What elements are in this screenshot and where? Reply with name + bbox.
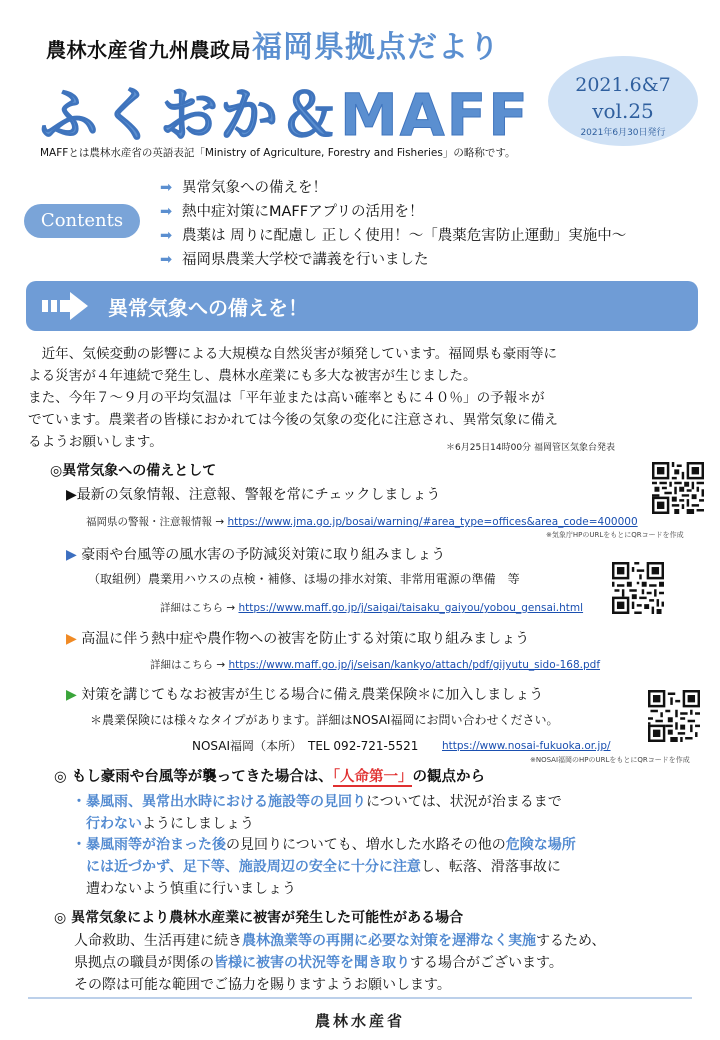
prep-item-text: 豪雨や台風等の風水害の予防減災対策に取り組みましょう (81, 547, 446, 563)
storm-b2-text: の見回りについても、増水した水路その他の (226, 837, 506, 853)
qr-code-icon[interactable] (652, 462, 704, 514)
prep-item (66, 684, 543, 704)
storm-b2-emph2: 危険な場所 (505, 837, 576, 853)
prep-item (66, 544, 445, 564)
maff-heat-link[interactable]: https://www.maff.go.jp/j/seisan/kankyo/attach/pdf/gijyutu_sido-168.pdf (228, 659, 601, 671)
intro-line: また、今年７～９月の平均気温は「平年並または高い確率ともに４０％」の予報＊が (28, 390, 545, 406)
storm-b1-emph: ・暴風雨、異常出水時における施設等の見回り (72, 794, 366, 810)
publish-date: 2021年6月30日発行 (580, 128, 666, 138)
storm-b2-text2: し、転落、滑落事故に (420, 859, 561, 875)
contents-item-label: 異常気象への備えを！ (182, 180, 327, 196)
arrow-icon: ➡ (160, 252, 173, 268)
arrow-icon: ➡ (160, 180, 173, 196)
prep-item-text: 高温に伴う熱中症や農作物への被害を防止する対策に取り組みましょう (81, 631, 530, 647)
prep-heading: ◎異常気象への備えとして (50, 463, 217, 479)
contents-item[interactable] (160, 248, 626, 272)
storm-b2-emph3: には近づかず、足下等、施設周辺の安全に十分に注意 (86, 859, 421, 875)
intro-line: よる災害が４年連続で発生し、農林水産業にも多大な被害が生じました。 (28, 368, 477, 384)
triangle-bullet-icon: ▶ (66, 547, 77, 563)
prep-item-sub (150, 657, 600, 672)
storm-tail: の観点から (412, 769, 485, 785)
maff-note: MAFFとは農林水産省の英語表記「Ministry of Agriculture, Forestry and Fisheries」の略称です。 (40, 147, 516, 159)
forecast-note: ＊6月25日14時00分 福岡管区気象台発表 (446, 443, 615, 453)
footer-divider (28, 997, 692, 999)
intro-line: るようお願いします。 (28, 434, 163, 450)
issue-badge (548, 56, 698, 146)
contents-label: Contents (24, 204, 140, 238)
prep-item (66, 484, 440, 504)
arrow-icon: ➡ (160, 204, 173, 220)
storm-lead: ◎ もし豪雨や台風等が襲ってきた場合は、 (54, 769, 333, 785)
insurance-note: ＊農業保険には様々なタイプがあります。詳細はNOSAI福岡にお問い合わせください。 (90, 713, 559, 727)
contents-item-label: 農薬は 周りに配慮し 正しく使用！～「農薬危害防止運動」実施中～ (182, 228, 627, 244)
triangle-bullet-icon: ▶ (66, 687, 77, 703)
storm-b2-text3: 遭わないよう慎重に行いましょう (86, 881, 296, 897)
storm-bullet-1 (72, 791, 562, 835)
contents-item-label: 熱中症対策にMAFFアプリの活用を！ (182, 204, 424, 220)
qr-note: ※NOSAI福岡のHPのURLをもとにQRコードを作成 (530, 756, 690, 764)
intro-paragraph (28, 343, 692, 453)
contents-item-label: 福岡県農業大学校で講義を行いました (182, 252, 429, 268)
newsletter-title: ふくおか＆MAFF (40, 81, 530, 149)
section-banner (26, 281, 698, 331)
damage-l2c: する場合がございます。 (410, 955, 563, 971)
contents-list (160, 176, 626, 272)
storm-bullet-2 (72, 834, 576, 900)
newsletter-subtitle: 福岡県拠点だより (252, 30, 500, 65)
contents-item[interactable] (160, 224, 626, 248)
arrow-icon: ➡ (160, 228, 173, 244)
maff-disaster-link[interactable]: https://www.maff.go.jp/j/saigai/taisaku_gaiyou/yobou_gensai.html (238, 602, 584, 614)
sub-label: 詳細はこちら → (150, 659, 226, 671)
sub-label: 福岡県の警報・注意報情報 → (86, 516, 225, 528)
jma-link[interactable]: https://www.jma.go.jp/bosai/warning/#area_type=offices&area_code=400000 (227, 516, 638, 528)
damage-l1a: 人命救助、生活再建に続き (74, 933, 242, 949)
storm-b1-text: については、状況が治まるまで (366, 794, 562, 810)
issue-date: 2021.6&7 (575, 74, 671, 96)
prep-item (66, 628, 529, 648)
prep-item-text: 最新の気象情報、注意報、警報を常にチェックしましょう (76, 487, 441, 503)
issue-volume: vol.25 (592, 99, 654, 123)
damage-l2b: 皆様に被害の状況等を聞き取り (214, 955, 410, 971)
agency-name: 農林水産省九州農政局 (46, 38, 251, 62)
prep-item-example: （取組例）農業用ハウスの点検・補修、ほ場の排水対策、非常用電源の準備 等 (88, 572, 520, 586)
nosai-link[interactable]: https://www.nosai-fukuoka.or.jp/ (442, 740, 611, 752)
qr-note: ※気象庁HPのURLをもとにQRコードを作成 (546, 531, 684, 539)
damage-l1c: するため、 (536, 933, 606, 949)
triangle-bullet-icon: ▶ (66, 487, 77, 503)
damage-l2a: 県拠点の職員が関係の (74, 955, 214, 971)
storm-b1-text2: ようにしましょう (142, 816, 254, 832)
prep-item-sub (160, 600, 583, 615)
damage-l1b: 農林漁業等の再開に必要な対策を遅滞なく実施 (242, 933, 536, 949)
contents-item[interactable] (160, 200, 626, 224)
nosai-contact: NOSAI福岡（本所） TEL 092-721-5521 (192, 739, 419, 753)
ministry-footer: 農林水産省 (314, 1012, 405, 1030)
arrow-right-icon (42, 292, 90, 320)
contents-item[interactable] (160, 176, 626, 200)
life-first-highlight: 「人命第一」 (332, 769, 413, 785)
prep-item-text: 対策を講じてもなお被害が生じる場合に備え農業保険＊に加入しましょう (81, 687, 544, 703)
intro-line: 近年、気候変動の影響による大規模な自然災害が頻発しています。福岡県も豪雨等に (28, 346, 558, 362)
sub-label: 詳細はこちら → (160, 602, 236, 614)
section-title: 異常気象への備えを！ (108, 296, 308, 320)
storm-b2-emph: ・暴風雨等が治まった後 (72, 837, 226, 853)
damage-paragraph (74, 930, 605, 996)
triangle-bullet-icon: ▶ (66, 631, 77, 647)
storm-b1-emph2: 行わない (86, 816, 142, 832)
damage-heading: ◎ 異常気象により農林水産業に被害が発生した可能性がある場合 (54, 910, 464, 926)
intro-line: でています。農業者の皆様におかれては今後の気象の変化に注意され、異常気象に備え (28, 412, 558, 428)
prep-item-sub (86, 514, 638, 529)
qr-code-icon[interactable] (612, 562, 664, 614)
damage-l3: その際は可能な範囲でご協力を賜りますようお願いします。 (74, 977, 451, 993)
storm-heading (54, 765, 485, 786)
qr-code-icon[interactable] (648, 690, 700, 742)
